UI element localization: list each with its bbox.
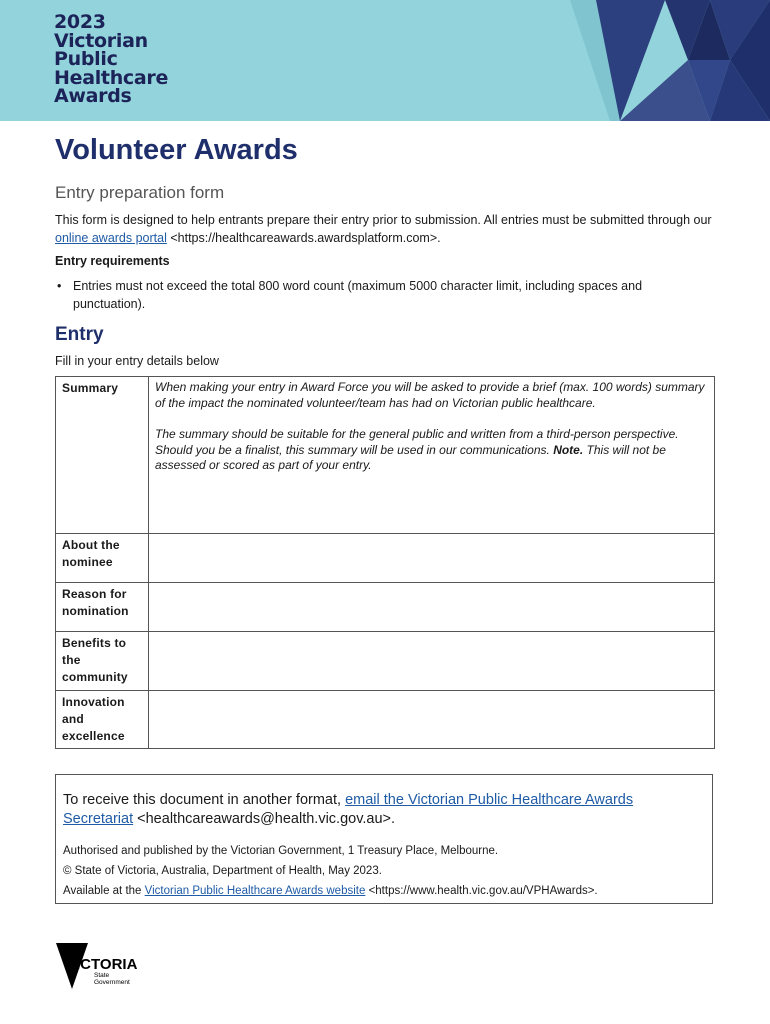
logo-line-government: Government (94, 979, 130, 986)
benefits-to-community-input[interactable] (149, 632, 714, 666)
logo-line-state: State (94, 972, 110, 979)
about-nominee-label: About the nominee (56, 534, 149, 583)
page-subtitle: Entry preparation form (55, 183, 225, 202)
intro-text: This form is designed to help entrants prepare their entry prior to submission. All entries must be submitted through our (55, 213, 712, 227)
about-nominee-cell (149, 534, 715, 583)
innovation-excellence-input[interactable] (149, 691, 714, 725)
benefits-to-community-cell (149, 632, 715, 691)
table-row (56, 691, 715, 749)
reason-for-nomination-label: Reason for nomination (56, 583, 149, 632)
benefits-to-community-label: Benefits to the community (56, 632, 149, 691)
availability-prefix: Available at the (63, 885, 145, 897)
table-row (56, 534, 715, 583)
alternate-format-text: To receive this document in another format, (63, 792, 346, 808)
summary-guidance-note (155, 427, 708, 474)
summary-guidance: When making your entry in Award Force you will be asked to provide a brief (max. 100 words) summary of the impact the nominated volunteer/team has had on Victorian public healthcare. (155, 380, 705, 410)
summary-field[interactable] (149, 377, 715, 534)
awards-title-line: 2023 (54, 11, 106, 33)
innovation-excellence-cell (149, 691, 715, 749)
awards-title (54, 13, 168, 106)
innovation-excellence-label: Innovation and excellence (56, 691, 149, 749)
alternate-format-notice (63, 791, 705, 829)
entry-form-table (55, 376, 715, 749)
entry-instructions: Fill in your entry details below (55, 354, 219, 368)
entry-heading: Entry (55, 324, 104, 345)
reason-for-nomination-cell (149, 583, 715, 632)
website-url-text: <https://www.health.vic.gov.au/VPHAwards>. (365, 885, 598, 897)
availability-text (63, 881, 705, 901)
summary-label: Summary (56, 377, 149, 534)
copyright-text: © State of Victoria, Australia, Department of Health, May 2023. (63, 865, 382, 877)
table-row (56, 632, 715, 691)
awards-title-line: Victorian (54, 29, 148, 52)
summary-guidance-text: This will not be assessed or scored as part of your entry. (155, 442, 666, 472)
accessibility-footer-box (55, 774, 713, 904)
header-banner (0, 0, 770, 121)
email-secretariat-link[interactable]: email the Victorian Public Healthcare Awards Secretariat (63, 792, 634, 827)
victoria-state-government-logo (56, 943, 166, 991)
secretariat-email-text: <healthcareawards@health.vic.gov.au>. (133, 811, 396, 827)
awards-title-line: Public (54, 48, 118, 70)
requirements-heading: Entry requirements (55, 254, 170, 268)
reason-for-nomination-input[interactable] (149, 583, 714, 617)
requirements-list (55, 277, 705, 313)
awards-portal-link[interactable]: online awards portal (55, 231, 167, 245)
published-by-text: Authorised and published by the Victorian Government, 1 Treasury Place, Melbourne. (63, 845, 499, 857)
triangle-pattern-graphic (570, 0, 770, 121)
intro-url-text: <https://healthcareawards.awardsplatform.com>. (166, 231, 441, 245)
awards-title-line: Awards (54, 85, 132, 107)
awards-website-link[interactable]: Victorian Public Healthcare Awards website (144, 885, 366, 897)
note-label: Note. (553, 442, 584, 457)
logo-name: VICTORIA (66, 956, 138, 973)
table-row (56, 377, 715, 534)
summary-guidance-text: The summary should be suitable for the general public and written from a third-person perspective. Should you be a finalist, this summary will be used in our communications. (155, 427, 679, 457)
intro-paragraph (55, 211, 715, 247)
table-row (56, 583, 715, 632)
requirement-item: • Entries must not exceed the total 800 word count (maximum 5000 character limit, including spaces and punctuation). (55, 277, 705, 313)
about-nominee-input[interactable] (149, 534, 714, 568)
page-title: Volunteer Awards (55, 134, 298, 166)
awards-title-line: Healthcare (54, 66, 169, 89)
